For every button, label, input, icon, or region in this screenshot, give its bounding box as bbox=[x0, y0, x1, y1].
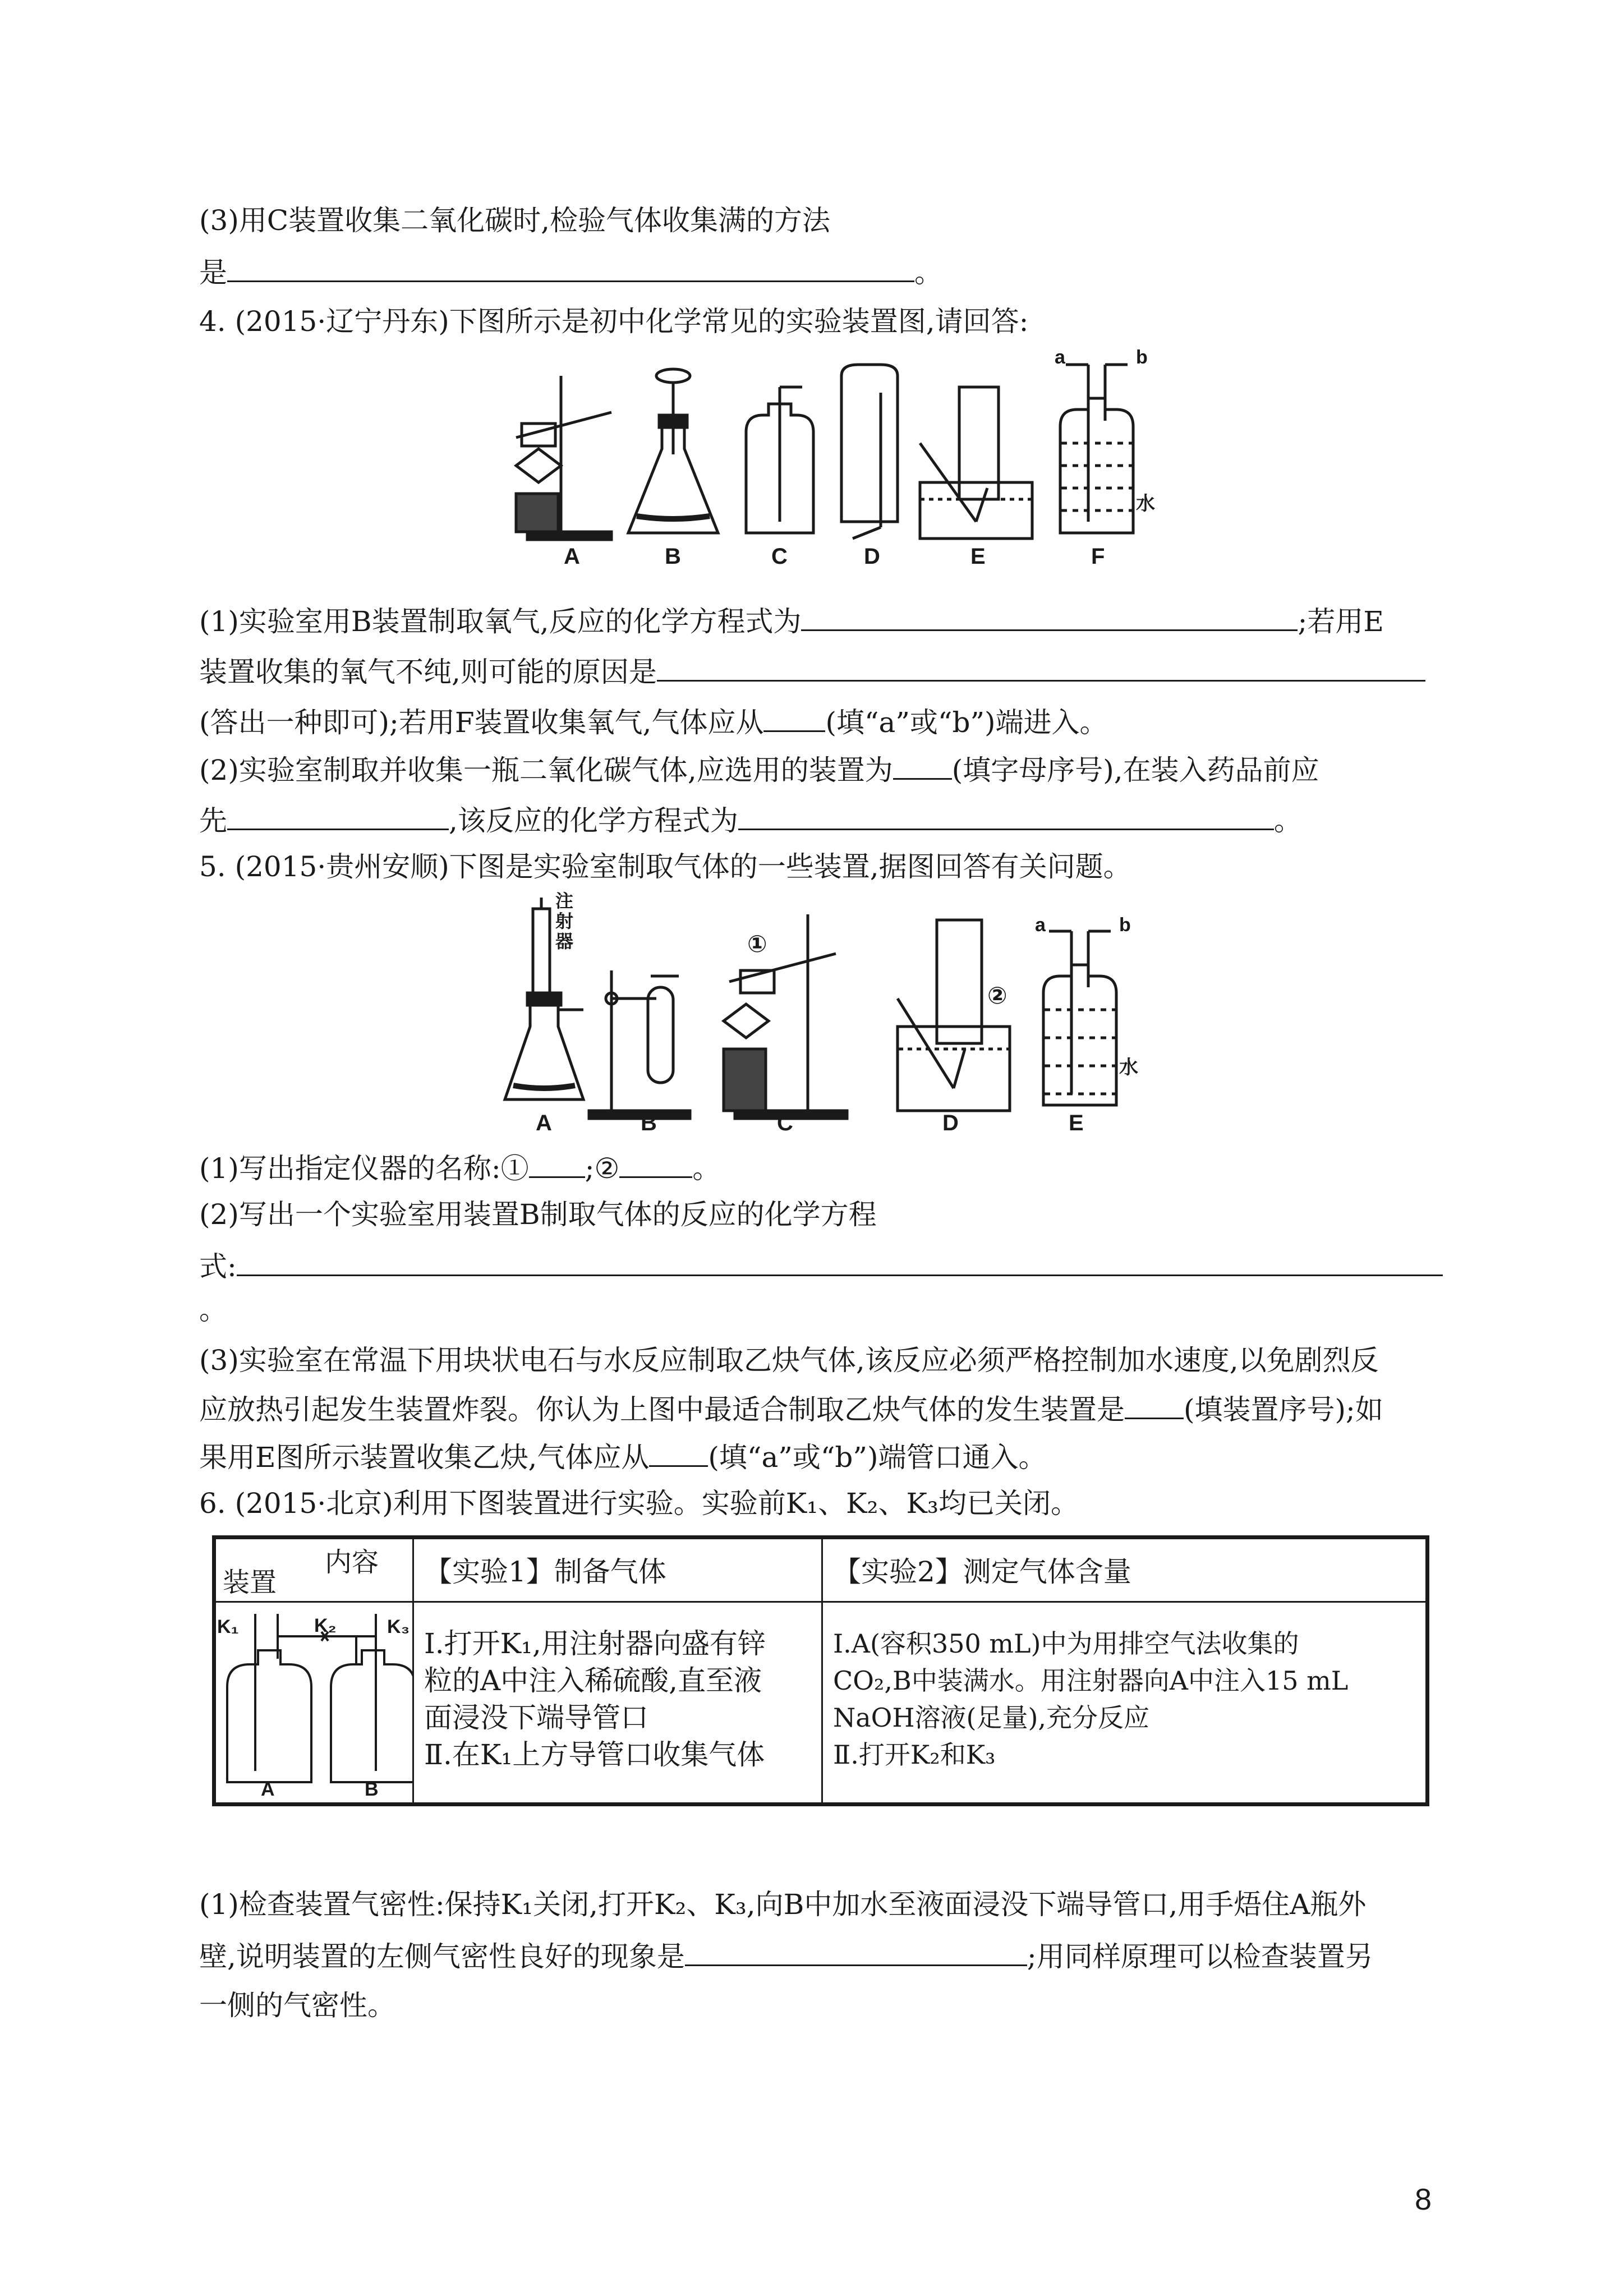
answer-blank[interactable] bbox=[649, 1436, 708, 1467]
label-d: D bbox=[942, 1111, 959, 1135]
q3-line2 bbox=[199, 251, 942, 292]
valve-k1: K₁ bbox=[217, 1616, 239, 1637]
answer-blank[interactable] bbox=[738, 799, 1274, 830]
exp1-step-line: 粒的A中注入稀硫酸,直至液 bbox=[424, 1664, 762, 1697]
f-port-a: a bbox=[1055, 347, 1065, 368]
q6-p1-line1: (1)检查装置气密性:保持K₁关闭,打开K₂、K₃,向B中加水至液面浸没下端导管口,用手焐住A瓶外 bbox=[199, 1888, 1367, 1921]
answer-blank[interactable] bbox=[227, 799, 449, 830]
bottle-b: B bbox=[365, 1779, 379, 1800]
exp2-step-line: Ⅱ.打开K₂和K₃ bbox=[833, 1740, 996, 1770]
q5-p3-line3: 果用E图所示装置收集乙炔,气体应从 (填“a”或“b”)端管口通入。 bbox=[199, 1436, 1046, 1477]
q6-p1-line2: 壁,说明装置的左侧气密性良好的现象是 ;用同样原理可以检查装置另 bbox=[199, 1935, 1373, 1976]
q5-p2-line2: 式: bbox=[199, 1245, 1443, 1286]
q6-title: 6. (2015·北京)利用下图装置进行实验。实验前K₁、K₂、K₃均已关闭。 bbox=[199, 1487, 1079, 1520]
q5-title: 5. (2015·贵州安顺)下图是实验室制取气体的一些装置,据图回答有关问题。 bbox=[199, 850, 1131, 883]
label-b: B bbox=[641, 1111, 657, 1135]
label-c: C bbox=[771, 544, 788, 569]
header-exp1: 【实验1】制备气体 bbox=[413, 1538, 822, 1602]
answer-blank[interactable] bbox=[685, 1935, 1027, 1966]
exp1-steps bbox=[413, 1602, 822, 1805]
answer-blank[interactable] bbox=[227, 251, 914, 282]
q3-suffix: 。 bbox=[914, 256, 942, 289]
apparatus-b bbox=[628, 369, 718, 533]
table-row bbox=[214, 1602, 1428, 1805]
header-device: 装置 bbox=[223, 1567, 277, 1598]
q4-p1-line1: (1)实验室用B装置制取氧气,反应的化学方程式为 ;若用E bbox=[199, 600, 1384, 641]
q4-p1-line2: 装置收集的氧气不纯,则可能的原因是 bbox=[199, 651, 1425, 692]
q4-apparatus-figure bbox=[494, 347, 1156, 578]
exp2-step-line: CO₂,B中装满水。用注射器向A中注入15 mL bbox=[833, 1665, 1349, 1696]
f-water-label: 水 bbox=[1136, 493, 1155, 514]
label-a: A bbox=[536, 1111, 552, 1135]
answer-blank[interactable] bbox=[801, 600, 1298, 631]
q3-line1: (3)用C装置收集二氧化碳时,检验气体收集满的方法 bbox=[199, 204, 830, 237]
device-figure-cell bbox=[214, 1602, 413, 1805]
label-e: E bbox=[1069, 1111, 1084, 1135]
f-port-b: b bbox=[1136, 347, 1148, 368]
answer-blank[interactable] bbox=[763, 701, 825, 732]
q5-p2-line1: (2)写出一个实验室用装置B制取气体的反应的化学方程 bbox=[199, 1198, 877, 1231]
q5-p1: (1)写出指定仪器的名称:① ;② 。 bbox=[199, 1147, 720, 1188]
q5-p3-line2: 应放热引起发生装置炸裂。你认为上图中最适合制取乙炔气体的发生装置是 (填装置序号);如 bbox=[199, 1388, 1383, 1429]
bottle-a: A bbox=[261, 1779, 275, 1800]
valve-k2: K₂ bbox=[314, 1615, 337, 1636]
apparatus-e bbox=[1043, 931, 1116, 1105]
apparatus-a bbox=[516, 376, 611, 540]
q4-p2-line2: 先 ,该反应的化学方程式为 。 bbox=[199, 799, 1302, 840]
label-c: C bbox=[777, 1111, 793, 1135]
answer-blank[interactable] bbox=[893, 749, 952, 780]
apparatus-b bbox=[589, 970, 690, 1119]
label-d: D bbox=[864, 544, 880, 569]
q5-p2-line3: 。 bbox=[199, 1294, 227, 1326]
q5-apparatus-figure bbox=[494, 891, 1139, 1135]
exp2-steps bbox=[822, 1602, 1428, 1805]
answer-blank[interactable] bbox=[619, 1147, 692, 1178]
label-e: E bbox=[970, 544, 986, 569]
answer-blank[interactable] bbox=[1125, 1388, 1184, 1419]
exp1-step-line: Ⅰ.打开K₁,用注射器向盛有锌 bbox=[424, 1627, 766, 1660]
header-content: 内容 bbox=[324, 1547, 379, 1578]
experiment-table bbox=[212, 1535, 1429, 1806]
table-header-row bbox=[214, 1538, 1428, 1602]
marker-1: ① bbox=[747, 931, 767, 957]
answer-blank[interactable] bbox=[237, 1245, 1443, 1276]
q4-p1-line3: (答出一种即可);若用F装置收集氧气,气体应从 (填“a”或“b”)端进入。 bbox=[199, 701, 1108, 742]
e-port-b: b bbox=[1119, 914, 1131, 936]
e-water-label: 水 bbox=[1119, 1057, 1138, 1078]
exp1-step-line: Ⅱ.在K₁上方导管口收集气体 bbox=[424, 1738, 765, 1771]
apparatus-f bbox=[1060, 365, 1133, 533]
label-b: B bbox=[665, 544, 681, 569]
q5-p3-line1: (3)实验室在常温下用块状电石与水反应制取乙炔气体,该反应必须严格控制加水速度,以免剧烈反 bbox=[199, 1344, 1379, 1377]
apparatus-d bbox=[898, 920, 1010, 1111]
apparatus-c bbox=[724, 914, 847, 1119]
label-a: A bbox=[564, 544, 580, 569]
q4-p2-line1: (2)实验室制取并收集一瓶二氧化碳气体,应选用的装置为 (填字母序号),在装入药品前应 bbox=[199, 749, 1319, 790]
apparatus-d bbox=[841, 365, 898, 539]
exp1-step-line: 面浸没下端导管口 bbox=[424, 1701, 648, 1734]
q3-prefix: 是 bbox=[199, 256, 227, 289]
answer-blank[interactable] bbox=[657, 651, 1425, 682]
page-number: 8 bbox=[1415, 2183, 1432, 2216]
header-diagonal-cell bbox=[214, 1538, 413, 1602]
apparatus-e bbox=[920, 387, 1032, 539]
q6-p1-line3: 一侧的气密性。 bbox=[199, 1989, 395, 2022]
syringe-label: 注射器 bbox=[555, 891, 574, 951]
exp2-step-line: Ⅰ.A(容积350 mL)中为用排空气法收集的 bbox=[833, 1628, 1299, 1659]
valve-k3: K₃ bbox=[387, 1616, 410, 1637]
answer-blank[interactable] bbox=[529, 1147, 585, 1178]
exp2-step-line: NaOH溶液(足量),充分反应 bbox=[833, 1703, 1150, 1733]
apparatus-c bbox=[746, 387, 813, 533]
marker-2: ② bbox=[987, 982, 1007, 1009]
e-port-a: a bbox=[1035, 914, 1046, 936]
header-exp2: 【实验2】测定气体含量 bbox=[822, 1538, 1428, 1602]
label-f: F bbox=[1091, 544, 1105, 569]
q4-title: 4. (2015·辽宁丹东)下图所示是初中化学常见的实验装置图,请回答: bbox=[199, 305, 1029, 338]
